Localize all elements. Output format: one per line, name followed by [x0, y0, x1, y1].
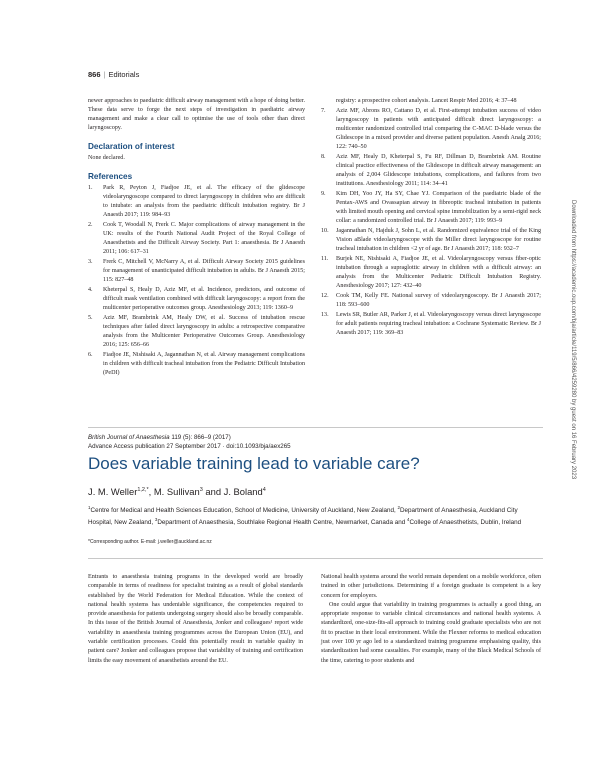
declaration-heading: Declaration of interest: [88, 142, 175, 151]
journal-name: British Journal of Anaesthesia: [88, 434, 170, 441]
affil-text: Department of Anaesthesia, Southlake Regional Health Centre, Newmarket, Canada and: [157, 519, 406, 527]
author-sup: 1,2,*: [137, 486, 149, 493]
reference-number: 1.: [88, 185, 93, 191]
reference-number: 7.: [321, 108, 326, 114]
author-name: M. Sullivan: [153, 486, 200, 497]
epub-line: Advance Access publication 27 September 2017 · doi:10.1093/bja/aex265: [88, 443, 291, 450]
reference-text: Frerk C, Mitchell V, McNarry A, et al. Difficult Airway Society 2015 guidelines for management of unanticipated difficult intubation in adults. Br J Anaesth 2015; 115: 827–48: [103, 259, 305, 283]
intro-paragraph: newer approaches to paediatric difficult airway management with a hope of doing better. These data serve to forge the next steps of investigation in paediatric airway management and make a clear call to optimise the use of tools other than direct laryngoscopy.: [88, 98, 305, 131]
header-section: Editorials: [108, 70, 140, 79]
right-column: [321, 97, 541, 339]
reference-text: Aziz MF, Healy D, Kheterpal S, Fu RF, Dillman D, Brambrink AM. Routine clinical practice effectiveness of the Glidescope in difficult airway management: an analysis of 2,004 Glidescope intubations, complications, and failures from two institutions. Anesthesiology 2011; 114: 34–41: [336, 154, 541, 187]
section-divider: [88, 427, 543, 428]
affil-sup: 4: [406, 517, 410, 523]
reference-text: Cook TM, Kelly FE. National survey of videolaryngoscopy. Br J Anaesth 2017; 118: 593–600: [336, 293, 541, 308]
affiliations: [88, 503, 528, 528]
reference-item: [88, 221, 305, 257]
reference-item: [321, 107, 541, 152]
header-divider: |: [103, 70, 106, 79]
reference-list-left: [88, 184, 305, 378]
reference-number: 6.: [88, 352, 93, 358]
reference-item: [88, 258, 305, 285]
reference-number: 11.: [321, 256, 329, 262]
reference-text: Park R, Peyton J, Fiadjoe JE, et al. The efficacy of the glidescope videolaryngoscope compared to direct laryngoscopy in children who are difficult to intubate: an analysis from the paediatric difficult intubation registry. Br J Anaesth 2017; 119: 984–93: [103, 185, 305, 218]
abstract-divider: [88, 558, 543, 559]
author-separator: ,: [148, 486, 154, 497]
reference-number: 10.: [321, 228, 329, 234]
reference-item: [88, 184, 305, 220]
reference-item: [321, 227, 541, 254]
reference-text: Aziz MF, Brambrink AM, Healy DW, et al. Success of intubation rescue techniques after failed direct laryngoscopy in adults: a retrospective comparative analysis from the Multicenter Perioperative Outcomes Group. Anesthesiology 2016; 125: 656–66: [103, 315, 305, 348]
reference-item: [321, 153, 541, 189]
reference-item: [321, 255, 541, 291]
reference-number: 13.: [321, 312, 329, 318]
reference-number: 5.: [88, 315, 93, 321]
reference-continuation: registry: a prospective cohort analysis. Lancet Respir Med 2016; 4: 37–48: [336, 98, 517, 104]
author-name: J. Boland: [223, 486, 263, 497]
references-heading: References: [88, 172, 133, 181]
reference-number: 8.: [321, 154, 326, 160]
reference-item: [321, 292, 541, 310]
journal-citation: [88, 434, 231, 441]
body-left-column: [88, 573, 303, 666]
body-right-column: [321, 573, 541, 666]
author-sup: 3: [199, 486, 203, 493]
reference-number: 4.: [88, 287, 93, 293]
journal-issue: 119 (5): 866–9 (2017): [171, 434, 231, 441]
running-header: [88, 70, 139, 79]
author-separator: and: [202, 486, 224, 497]
article-title: Does variable training lead to variable care?: [88, 454, 420, 473]
author-name: J. M. Weller: [88, 486, 138, 497]
reference-number: 3.: [88, 259, 93, 265]
affil-text: College of Anaesthetists, Dublin, Ireland: [409, 519, 522, 527]
reference-text: Lewis SR, Butler AR, Parker J, et al. Videolaryngoscopy versus direct laryngoscope for adult patients requiring tracheal intubation: a Cochrane Systematic Review. Br J Anaesth 2017; 119: 369–83: [336, 312, 541, 336]
author-list: [88, 486, 266, 497]
reference-item: [88, 286, 305, 313]
reference-text: Fiadjoe JE, Nishisaki A, Jagannathan N, et al. Airway management complications in children with difficult tracheal intubation from the Pediatric Difficult Intubation (PeDI): [103, 352, 305, 376]
reference-item: [321, 311, 541, 338]
reference-number: 12.: [321, 293, 329, 299]
reference-text: Cook T, Woodall N, Frerk C. Major complications of airway management in the UK: results of the Fourth National Audit Project of the Royal College of Anaesthetists and the Difficult Airway Society. Part 1: anaesthesia. Br J Anaesth 2011; 106: 617–31: [103, 222, 305, 255]
affil-text: Department of Anaesthesia, Auckland City Hospital, New Zealand,: [88, 507, 518, 527]
body-paragraph: National health systems around the world remain dependent on a mobile workforce, often trained in other jurisdictions. Determining if a foreign graduate is competent is a key concern for employers.: [321, 574, 541, 599]
reference-item: [321, 190, 541, 226]
reference-list-right: [321, 107, 541, 338]
left-column: [88, 97, 305, 379]
reference-text: Burjek NE, Nishisaki A, Fiadjoe JE, et al. Videolaryngoscopy versus fiber-optic intubation through a supraglottic airway in children with a difficult airway: an analysis from the Multicenter Pediatric Difficult Intubation Registry. Anesthesiology 2017; 127: 432–40: [336, 256, 541, 289]
declaration-text: None declared.: [88, 155, 125, 161]
body-paragraph: Entrants to anaesthesia training programs in the developed world are broadly comparable in terms of readiness for specialist training as a result of global standards established by the World Federation for Medical Education. While the context of national health systems has undeniable significance, the competencies required to provide anaesthesia for patients undergoing surgery should also be broadly comparable. In this issue of the British Journal of Anaesthesia, Jonker and colleagues¹ report wide variability in anaesthesia training programmes across the European Union (EU), and variable certification processes. Could this potentially result in variable quality in patient care? Jonker and colleagues propose that variability of training and certification limits the easy movement of anaesthetists around the EU.: [88, 574, 303, 664]
reference-number: 2.: [88, 222, 93, 228]
reference-text: Kim DH, Yoo JY, Ha SY, Chae YJ. Comparison of the paediatric blade of the Pentax-AWS and Ovassapian airway in fibreoptic tracheal intubation in patients with limited mouth opening and cervical spine immobilization by a semi-rigid neck collar: a randomized controlled trial. Br J Anaesth 2017; 119: 993–9: [336, 191, 541, 224]
reference-text: Kheterpal S, Healy D, Aziz MF, et al. Incidence, predictors, and outcome of difficult mask ventilation combined with difficult laryngoscopy: a report from the multicenter perioperative outcomes group. Anesthesiology 2013; 119: 1360–9: [103, 287, 305, 311]
reference-number: 9.: [321, 191, 326, 197]
author-sup: 4: [262, 486, 266, 493]
affil-text: Centre for Medical and Health Sciences Education, School of Medicine, University of Auckland, New Zealand,: [90, 507, 396, 515]
corresponding-author: *Corresponding author. E-mail: j.weller@auckland.ac.nz: [88, 539, 212, 545]
reference-text: Aziz MF, Abrons RO, Cattano D, et al. First-attempt intubation success of video laryngoscopy in patients with anticipated difficult direct laryngoscopy: a multicenter randomized controlled trial comparing the C-MAC D-blade versus the Glidescope in a mixed provider and diverse patient population. Anesth Analg 2016; 122: 740–50: [336, 108, 541, 150]
page-number: 866: [88, 70, 101, 79]
reference-item: [88, 351, 305, 378]
download-watermark: Downloaded from https://academic.oup.com/bja/article/119/5/866/4259280 by guest on 16 February 2023: [570, 200, 576, 480]
affil-sup: 2: [397, 505, 400, 510]
body-paragraph: One could argue that variability in training programmes is actually a good thing, an appropriate response to variable clinical circumstances and national health systems. A standardized, one-size-fits-all approach to training could graduate specialists who are not fit to practise in their local environment. While the Flexner reforms to medical education just over 100 yr ago led to a standardized training programme emphasising quality, this standardization had some casualties. For example, many of the Black Medical Schools of the time, catering to poor students and: [321, 601, 541, 664]
affil-sup: 3: [154, 517, 158, 523]
affil-sup: 1: [88, 505, 91, 510]
reference-text: Jagannathan N, Hajduk J, Sohn L, et al. Randomized equivalence trial of the King Vision aBlade videolaryngoscope with the Miller direct laryngoscope for routine tracheal intubation in children <2 yr of age. Br J Anaesth 2017; 118: 932–7: [336, 228, 541, 252]
reference-item: [88, 314, 305, 350]
